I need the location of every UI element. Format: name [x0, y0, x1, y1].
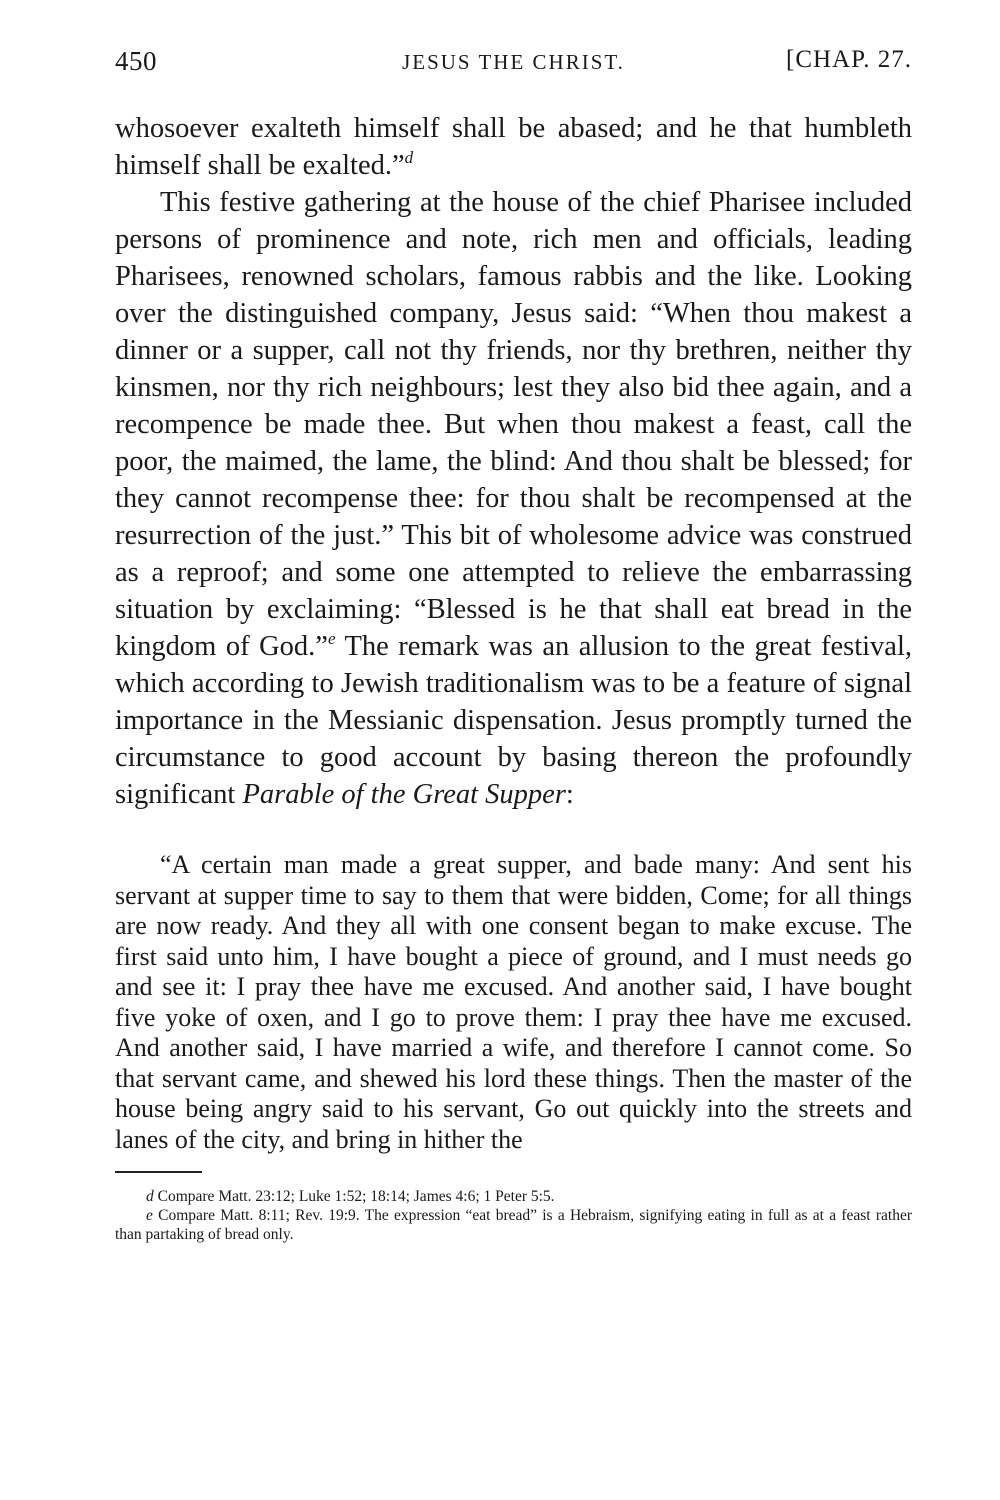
chapter-label: [CHAP. 27.	[786, 46, 912, 73]
paragraph-festive-gathering: This festive gathering at the house of the chief Pharisee included persons of prominence and note, rich men and officials, leading Pharisees, renowned scholars, famous rabbis and the like. Looking over the distinguished company, Jesus said: “When thou makest a dinner or a supper, call not thy friends, nor thy brethren, neither thy kinsmen, nor thy rich neighbours; lest they also bid thee again, and a recompence be made thee. But when thou makest a feast, call the poor, the maimed, the lame, the blind: And thou shalt be blessed; for they cannot recompense thee: for thou shalt be recompensed at the resurrection of the just.” This bit of wholesome advice was construed as a reproof; and some one attempted to relieve the embarrassing situation by exclaiming: “Blessed is he that shall eat bread in the kingdom of God.”$^e$ The remark was an allusion to the great festival, which according to Jewish traditionalism was to be a feature of signal importance in the Messianic dispensation. Jesus promptly turned the circumstance to good account by basing thereon the profoundly significant Parable of the Great Supper:	[115, 187, 912, 810]
footnote-ref-e: e	[327, 629, 336, 648]
footnote-divider	[115, 1171, 202, 1173]
paragraph-continued: whosoever exalteth himself shall be abased; and he that humbleth himself shall be exalted.”$^d$	[115, 113, 912, 181]
footnote: d Compare Matt. 23:12; Luke 1:52; 18:14; James 4:6; 1 Peter 5:5.	[146, 1188, 555, 1205]
block-quote: “A certain man made a great supper, and bade many: And sent his servant at supper time to say to them that were bidden, Come; for all things are now ready. And they all with one consent began to make excuse. The first said unto him, I have bought a piece of ground, and I must needs go and see it: I pray thee have me excused. And another said, I have bought five yoke of oxen, and I go to prove them: I pray thee have me excused. And another said, I have married a wife, and therefore I cannot come. So that servant came, and shewed his lord these things. Then the master of the house being angry said to his servant, Go out quickly into the streets and lanes of the city, and bring in hither the	[115, 850, 912, 1154]
book-page	[115, 40, 912, 1244]
footnotes	[115, 1187, 912, 1244]
footnote-ref-d: d	[404, 148, 414, 167]
footnote: e Compare Matt. 8:11; Rev. 19:9. The expression “eat bread” is a Hebraism, signifying eating in full as at a feast rather than partaking of bread only.	[115, 1207, 912, 1243]
running-title: JESUS THE CHRIST.	[402, 50, 625, 74]
page-number: 450	[115, 46, 157, 76]
parable-title: Parable of the Great Supper	[242, 779, 566, 810]
body-text	[115, 110, 912, 813]
running-header	[115, 40, 912, 84]
